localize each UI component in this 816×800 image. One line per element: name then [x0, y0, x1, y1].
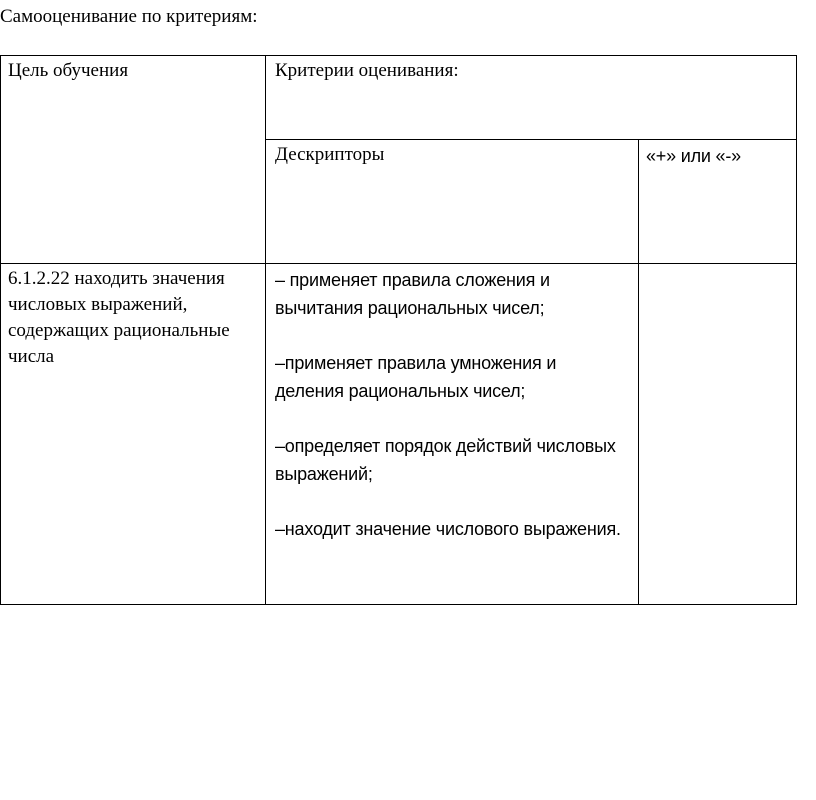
table-border-header-bottom — [0, 263, 797, 264]
mark-cell[interactable] — [646, 266, 791, 596]
descriptor-item: – применяет правила сложения и вычитания рациональных чисел; — [275, 270, 550, 318]
descriptor-item: –применяет правила умножения и деления рациональных чисел; — [275, 353, 557, 401]
header-goal: Цель обучения — [8, 60, 129, 81]
table-border-goal-right — [265, 55, 266, 605]
descriptor-item: –определяет порядок действий числовых выражений; — [275, 436, 616, 484]
table-border-left — [0, 55, 1, 605]
table-border-top — [0, 55, 797, 56]
table-border-right — [796, 55, 797, 605]
header-mark: «+» или «-» — [646, 146, 741, 166]
header-descriptors: Дескрипторы — [275, 144, 385, 165]
descriptor-list — [275, 266, 625, 570]
table-border-bottom — [0, 604, 797, 605]
goal-cell: 6.1.2.22 находить значения числовых выражений, содержащих рациональные числа — [8, 268, 230, 367]
header-criteria: Критерии оценивания: — [275, 60, 459, 81]
descriptor-item: –находит значение числового выражения. — [275, 519, 621, 539]
page-title: Самооценивание по критериям: — [0, 6, 258, 27]
table-border-criteria-bottom — [265, 139, 797, 140]
table-border-mark-left — [638, 139, 639, 605]
